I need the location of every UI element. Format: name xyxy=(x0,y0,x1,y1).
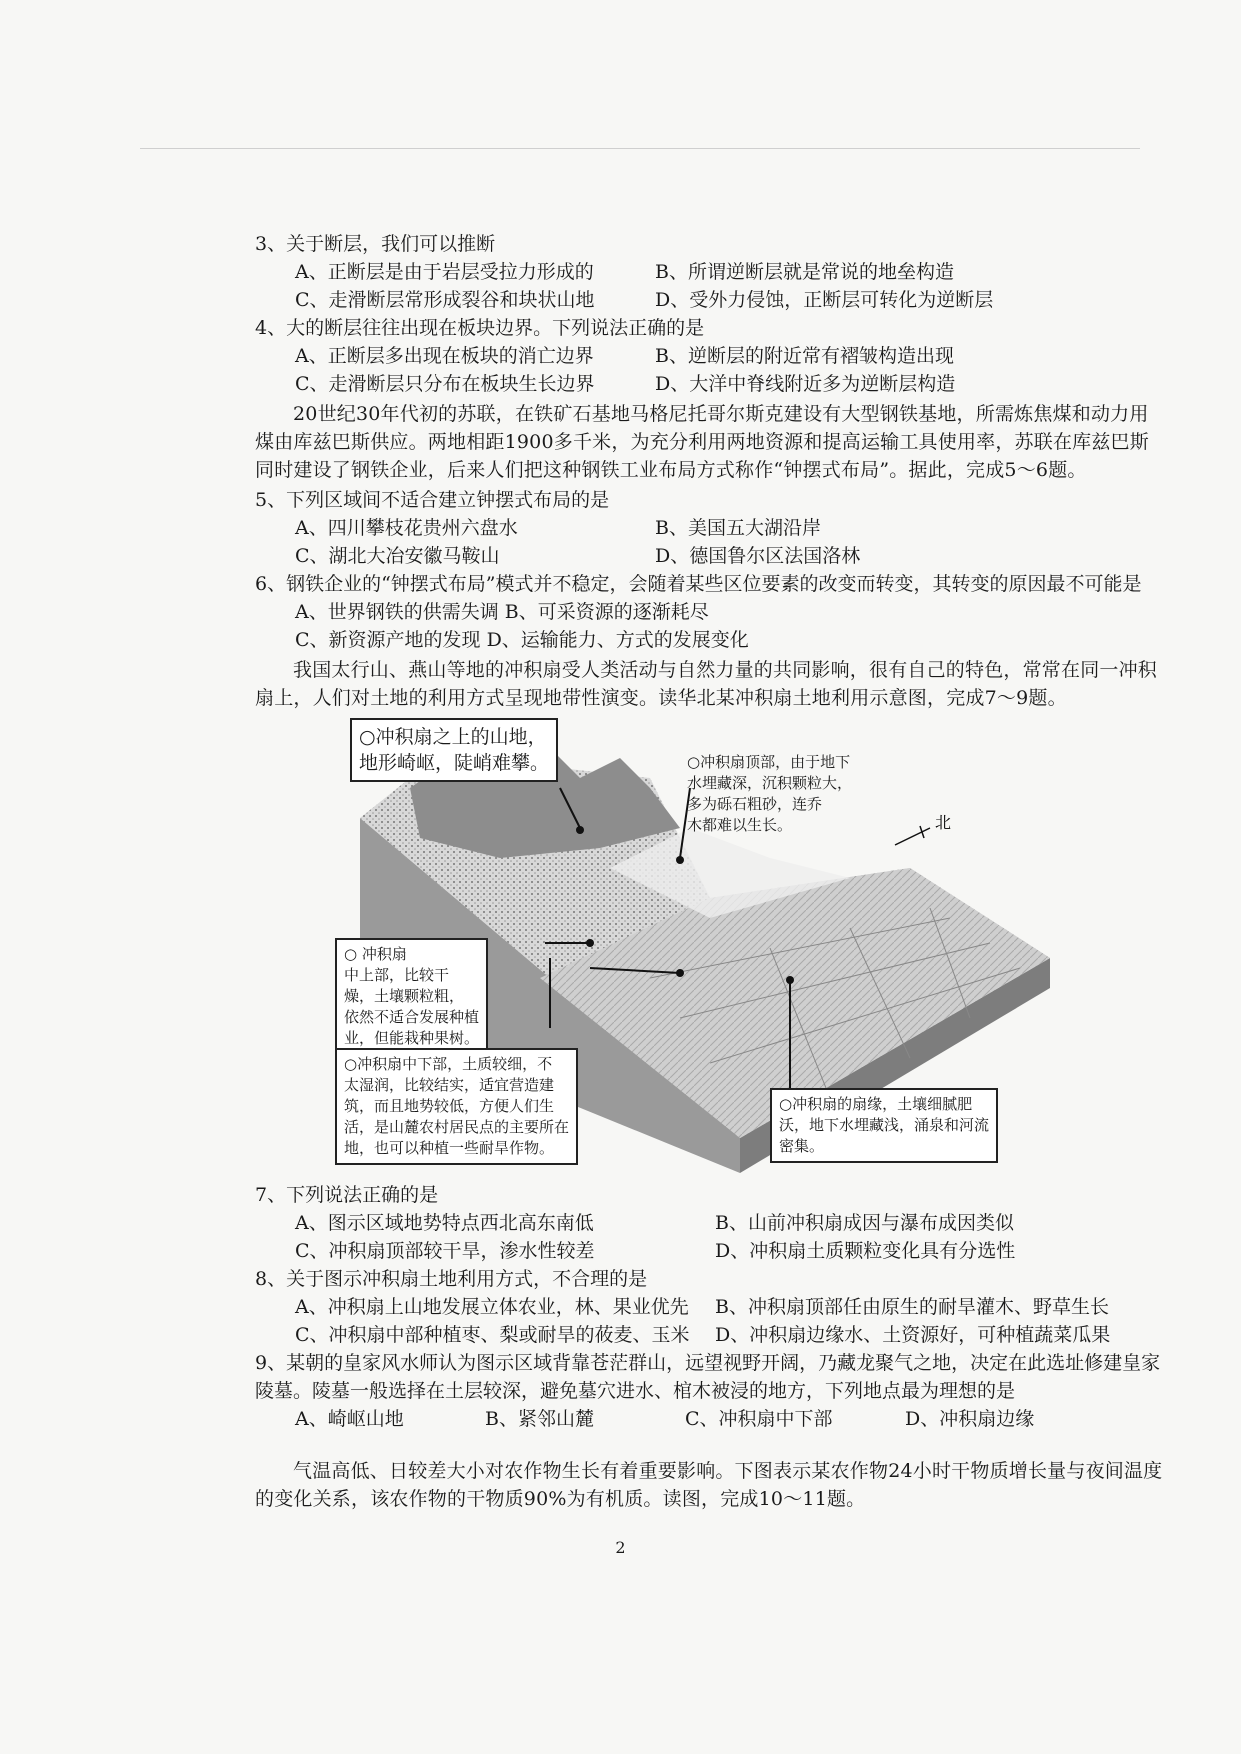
callout-mountain: ○冲积扇之上的山地， 地形崎岖，陡峭难攀。 xyxy=(350,718,558,782)
question-8-stem: 8、关于图示冲积扇土地利用方式，不合理的是 xyxy=(255,1268,648,1290)
q4-option-a: A、正断层多出现在板块的消亡边界 xyxy=(295,345,594,367)
q3-option-a: A、正断层是由于岩层受拉力形成的 xyxy=(295,261,594,283)
q7-option-d: D、冲积扇土质颗粒变化具有分选性 xyxy=(715,1240,1016,1262)
q3-option-b: B、所谓逆断层就是常说的地垒构造 xyxy=(655,261,954,283)
q8-option-d: D、冲积扇边缘水、土资源好，可种植蔬菜瓜果 xyxy=(715,1324,1111,1346)
q3-option-d: D、受外力侵蚀，正断层可转化为逆断层 xyxy=(655,289,994,311)
q9-option-d: D、冲积扇边缘 xyxy=(905,1408,1035,1430)
question-4-options xyxy=(295,342,1165,398)
q7-option-c: C、冲积扇顶部较干旱，渗水性较差 xyxy=(295,1240,595,1262)
q7-option-a: A、图示区域地势特点西北高东南低 xyxy=(295,1212,594,1234)
question-5-stem: 5、下列区域间不适合建立钟摆式布局的是 xyxy=(255,489,610,511)
callout-fan-middle-lower: ○冲积扇中下部，土质较细，不 太湿润，比较结实，适宜营造建 筑，而且地势较低，方便人们生 活，是山麓农村居民点的主要所在 地，也可以种植一些耐旱作物。 xyxy=(335,1048,578,1165)
q9-option-c: C、冲积扇中下部 xyxy=(685,1408,833,1430)
passage-steel: 20世纪30年代初的苏联，在铁矿石基地马格尼托哥尔斯克建设有大型钢铁基地，所需炼焦煤和动力用煤由库兹巴斯供应。两地相距1900多千米，为充分利用两地资源和提高运输工具使用率，苏联在库兹巴斯同时建设了钢铁企业，后来人们把这种钢铁工业布局方式称作“钟摆式布局”。据此，完成5～6题。 xyxy=(255,403,1149,481)
question-9-stem: 9、某朝的皇家风水师认为图示区域背靠苍茫群山，远望视野开阔，乃藏龙聚气之地，决定在此选址修建皇家陵墓。陵墓一般选择在土层较深，避免墓穴进水、棺木被浸的地方，下列地点最为理想的是 xyxy=(255,1352,1161,1402)
north-arrow xyxy=(895,813,951,845)
q4-option-b: B、逆断层的附近常有褶皱构造出现 xyxy=(655,345,954,367)
question-7-options xyxy=(295,1209,1165,1265)
q9-option-a: A、崎岖山地 xyxy=(295,1408,404,1430)
q9-option-b: B、紧邻山麓 xyxy=(485,1408,594,1430)
q5-option-d: D、德国鲁尔区法国洛林 xyxy=(655,545,861,567)
q5-option-b: B、美国五大湖沿岸 xyxy=(655,517,821,539)
question-5-options xyxy=(295,514,1165,570)
q4-option-d: D、大洋中脊线附近多为逆断层构造 xyxy=(655,373,956,395)
q4-option-c: C、走滑断层只分布在板块生长边界 xyxy=(295,373,595,395)
q8-option-c: C、冲积扇中部种植枣、梨或耐旱的莜麦、玉米 xyxy=(295,1324,690,1346)
callout-fan-edge: ○冲积扇的扇缘，土壤细腻肥 沃，地下水埋藏浅，涌泉和河流 密集。 xyxy=(770,1088,998,1163)
q7-option-b: B、山前冲积扇成因与瀑布成因类似 xyxy=(715,1212,1014,1234)
q5-option-c: C、湖北大冶安徽马鞍山 xyxy=(295,545,500,567)
question-3-stem: 3、关于断层，我们可以推断 xyxy=(255,233,496,255)
page-number: 2 xyxy=(615,1538,626,1557)
callout-fan-upper: ○ 冲积扇 中上部，比较干 燥，土壤颗粒粗， 依然不适合发展种植 业，但能栽种果树。 xyxy=(335,938,488,1055)
passage-crop-temperature: 气温高低、日较差大小对农作物生长有着重要影响。下图表示某农作物24小时干物质增长量与夜间温度的变化关系，该农作物的干物质90%为有机质。读图，完成10～11题。 xyxy=(255,1460,1163,1510)
callout-fan-apex: ○冲积扇顶部，由于地下 水埋藏深，沉积颗粒大， 多为砾石粗砂，连乔 木都难以生长。 xyxy=(687,753,853,834)
q8-option-b: B、冲积扇顶部任由原生的耐旱灌木、野草生长 xyxy=(715,1296,1109,1318)
q8-option-a: A、冲积扇上山地发展立体农业，林、果业优先 xyxy=(295,1296,689,1318)
passage-alluvial-fan: 我国太行山、燕山等地的冲积扇受人类活动与自然力量的共同影响，很有自己的特色，常常在同一冲积扇上，人们对土地的利用方式呈现地带性演变。读华北某冲积扇土地利用示意图，完成7～9题。 xyxy=(255,659,1158,709)
q6-options-line2: C、新资源产地的发现 D、运输能力、方式的发展变化 xyxy=(295,629,749,651)
header-rule xyxy=(140,148,1140,149)
question-7-stem: 7、下列说法正确的是 xyxy=(255,1184,439,1206)
north-label: 北 xyxy=(935,813,952,832)
exam-content xyxy=(255,230,1165,1515)
question-9-options xyxy=(295,1405,1165,1433)
q6-options-line1: A、世界钢铁的供需失调 B、可采资源的逐渐耗尽 xyxy=(295,601,709,623)
question-4-stem: 4、大的断层往往出现在板块边界。下列说法正确的是 xyxy=(255,317,705,339)
q5-option-a: A、四川攀枝花贵州六盘水 xyxy=(295,517,518,539)
question-6-stem: 6、钢铁企业的“钟摆式布局”模式并不稳定，会随着某些区位要素的改变而转变，其转变的原因最不可能是 xyxy=(255,573,1142,595)
alluvial-fan-figure xyxy=(344,718,1080,1173)
question-3-options xyxy=(295,258,1165,314)
q3-option-c: C、走滑断层常形成裂谷和块状山地 xyxy=(295,289,595,311)
question-8-options xyxy=(295,1293,1165,1349)
